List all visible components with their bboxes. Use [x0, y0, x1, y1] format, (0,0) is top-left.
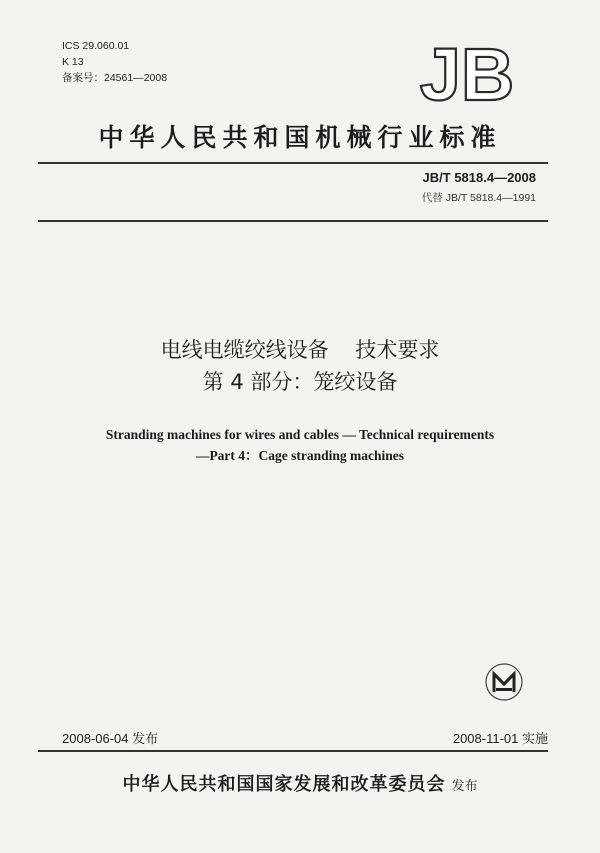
class-code: K 13 — [62, 56, 84, 68]
implementation-date: 2008-11-01 实施 — [452, 731, 548, 746]
top-divider — [38, 162, 548, 164]
classification-block — [62, 38, 167, 86]
jb-logo — [398, 36, 536, 110]
chinese-title-line-2: 第 4 部分：笼绞设备 — [202, 370, 398, 394]
jb-logo-text: JB — [419, 36, 515, 110]
header-divider — [38, 220, 548, 222]
standard-number: JB/T 5818.4—2008 — [422, 170, 536, 185]
issuing-authority — [0, 770, 600, 796]
issue-date: 2008-06-04 发布 — [62, 731, 159, 746]
replaces-standard: 代替 JB/T 5818.4—1991 — [421, 192, 536, 204]
standard-category-title: 中华人民共和国机械行业标准 — [98, 123, 502, 152]
ics-code: ICS 29.060.01 — [62, 40, 130, 52]
issuer-action: 发布 — [451, 779, 478, 794]
english-title — [0, 424, 600, 466]
chinese-title-line-1: 电线电缆绞线设备 技术要求 — [160, 338, 440, 362]
publisher-seal-icon — [478, 662, 538, 702]
english-title-line-2: —Part 4：Cage stranding machines — [195, 448, 405, 463]
issuer-org: 中华人民共和国国家发展和改革委员会 — [122, 774, 446, 795]
filing-number: 备案号：24561—2008 — [62, 72, 168, 84]
english-title-line-1: Stranding machines for wires and cables — Technical requirements — [105, 427, 495, 442]
footer-divider — [38, 750, 548, 752]
